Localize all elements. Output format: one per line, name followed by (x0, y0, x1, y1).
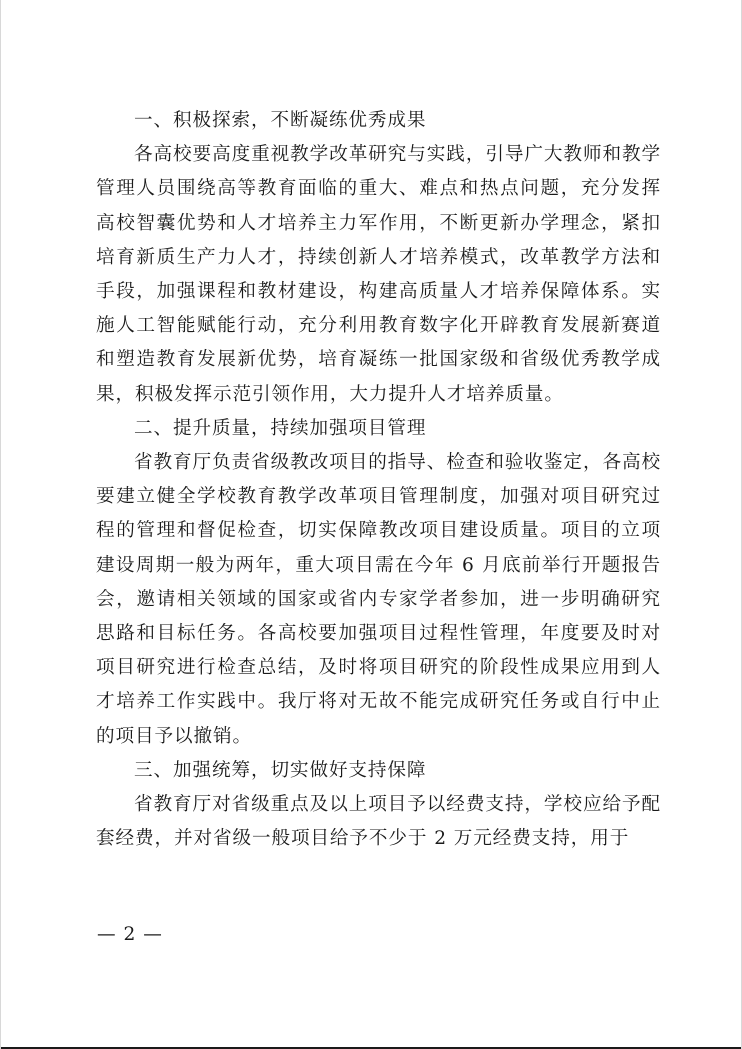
section-3-paragraph: 省教育厅对省级重点及以上项目予以经费支持，学校应给予配套经费，并对省级一般项目给予不少于 2 万元经费支持，用于 (96, 794, 661, 850)
section-2-heading: 二、提升质量，持续加强项目管理 (134, 417, 427, 439)
section-1-heading: 一、积极探索，不断凝练优秀成果 (134, 110, 427, 131)
section-2-paragraph: 省教育厅负责省级教改项目的指导、检查和验收鉴定，各高校要建立健全学校教育教学改革项目管理制度，加强对项目研究过程的管理和督促检查，切实保障教改项目建设质量。项目的立项建设周期一般为两年，重大项目需在今年 6 月底前举行开题报告会，邀请相关领域的国家或省内专家学者参加，进一步明确研究思路和目标任务。各高校要加强项目过程性管理，年度要及时对项目研究进行检查总结，及时将项目研究的阶段性成果应用到人才培养工作实践中。我厅将对无故不能完成研究任务或自行中止的项目予以撤销。 (96, 452, 661, 747)
page-number: — 2 — (97, 924, 163, 945)
section-1-paragraph: 各高校要高度重视教学改革研究与实践，引导广大教师和教学管理人员围绕高等教育面临的重大、难点和热点问题，充分发挥高校智囊优势和人才培养主力军作用，不断更新办学理念，紧扣培育新质生产力人才，持续创新人才培养模式，改革教学方法和手段，加强课程和教材建设，构建高质量人才培养保障体系。实施人工智能赋能行动，充分利用教育数字化开辟教育发展新赛道和塑造教育发展新优势，培育凝练一批国家级和省级优秀教学成果，积极发挥示范引领作用，大力提升人才培养质量。 (96, 144, 661, 405)
document-body (96, 104, 661, 856)
section-3-heading: 三、加强统筹，切实做好支持保障 (134, 759, 427, 781)
